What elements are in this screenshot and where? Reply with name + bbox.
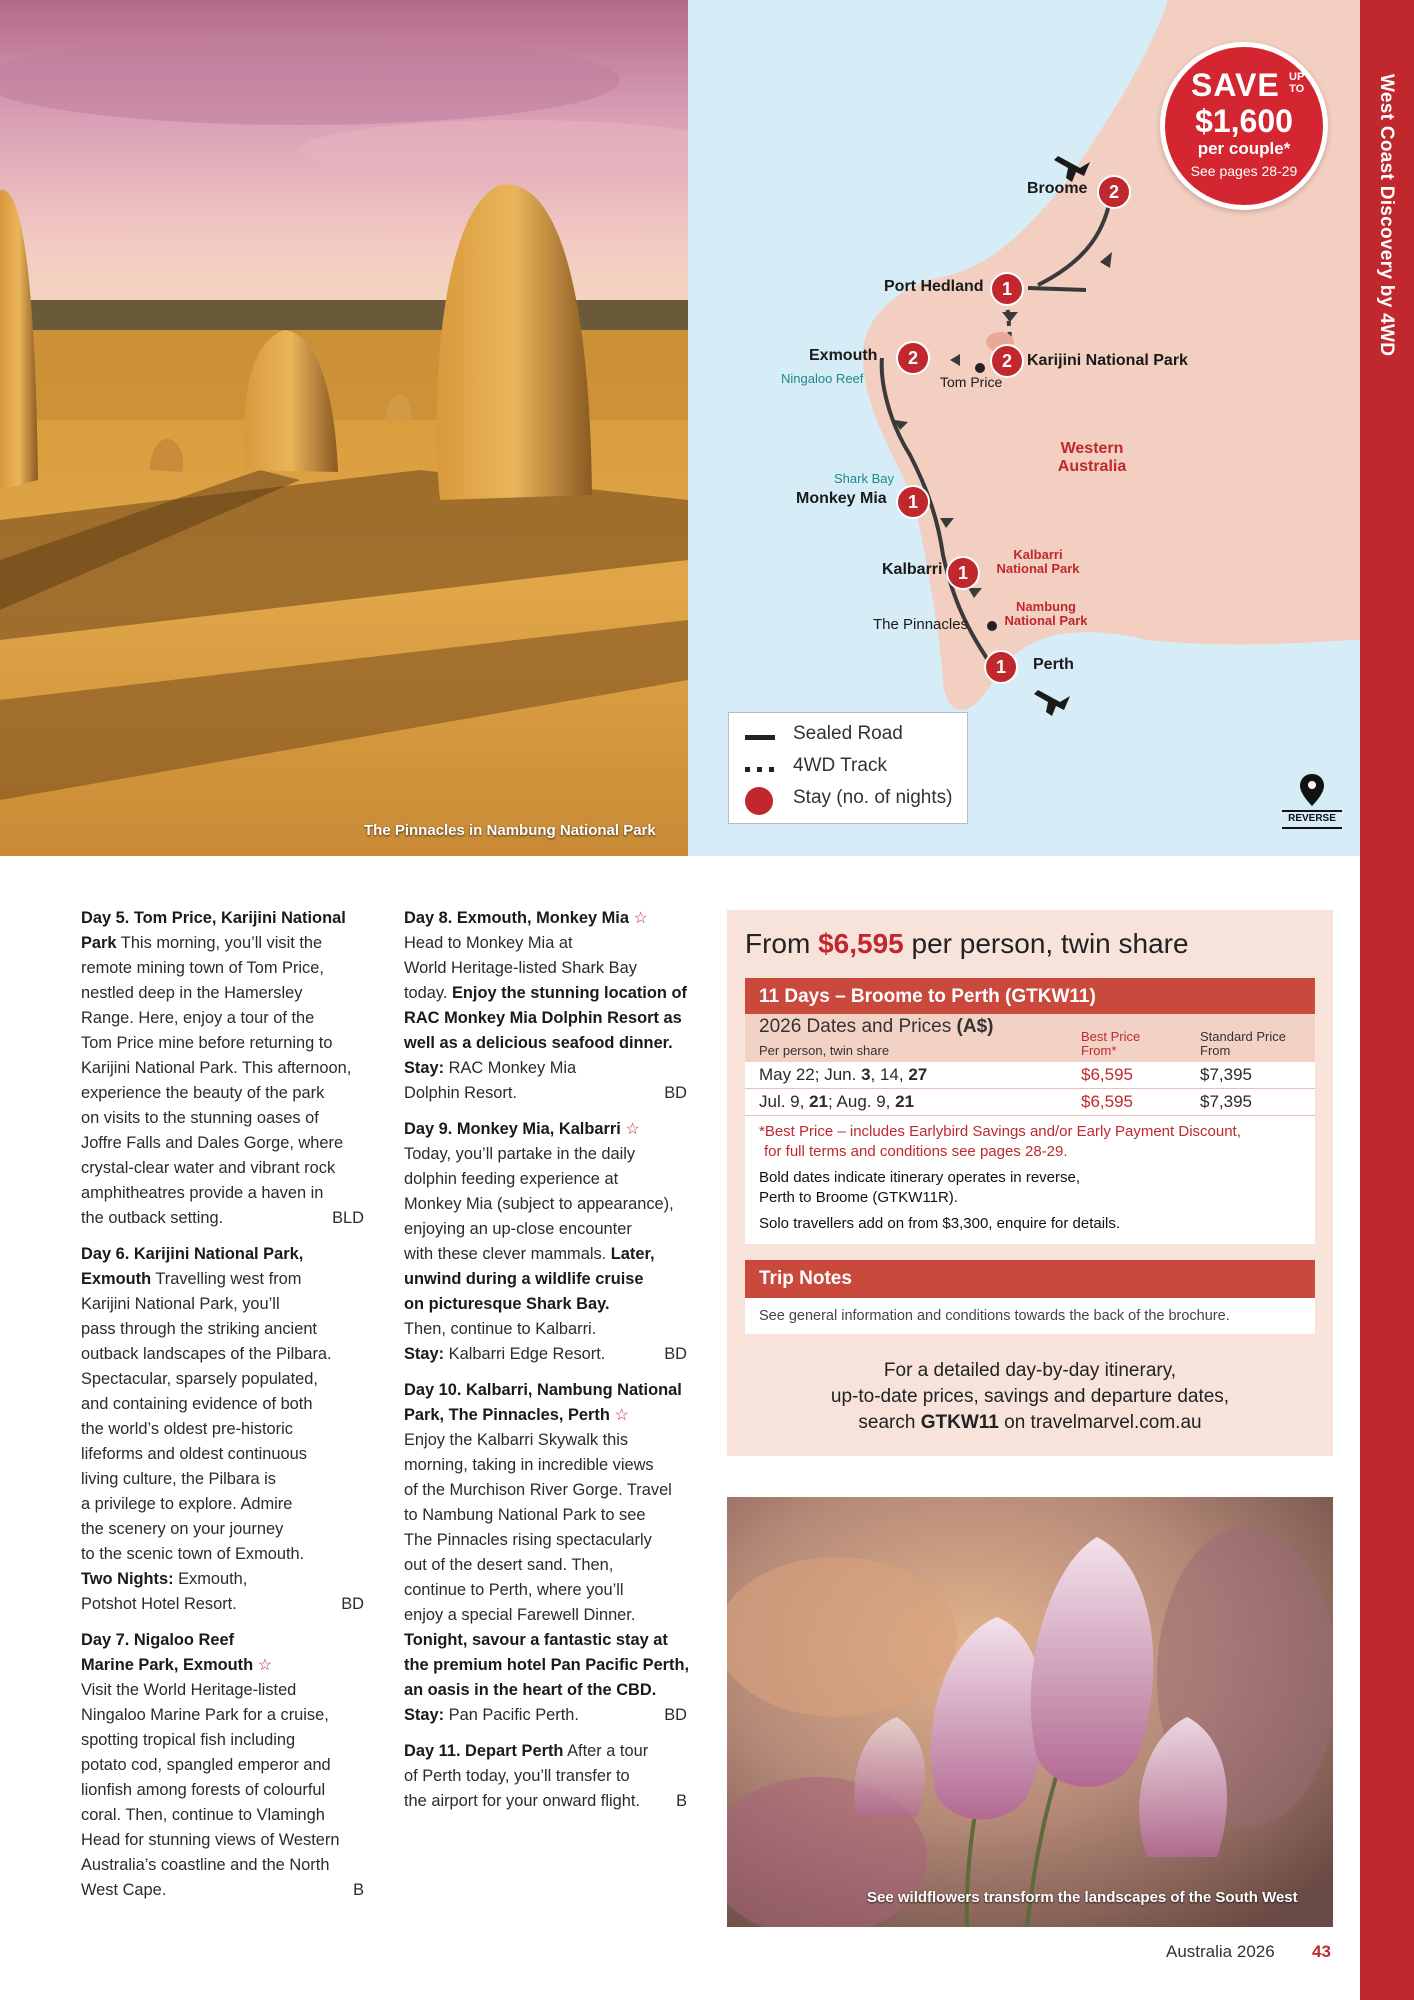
- meal-code: B: [676, 1792, 687, 1810]
- itinerary-column-1: [81, 906, 364, 1914]
- map-label-kalbarri: Kalbarri: [882, 561, 943, 578]
- row-best-price: $6,595: [1081, 1092, 1133, 1111]
- photo-wildflowers: [727, 1497, 1333, 1927]
- legend-sealed: Sealed Road: [793, 723, 903, 744]
- day-9: Day 9. Monkey Mia, Kalbarri ☆ Today, you’ll partake in the daily dolphin feeding experience at Monkey Mia (subject to appearance), enjoying an up-close encounter with these clever mammals. Later, unwind during a wildlife cruise on picturesque Shark Bay. Then, continue to Kalbarri. Stay: Kalbarri Edge Resort. BD: [404, 1117, 687, 1367]
- trip-notes-bar: Trip Notes: [745, 1260, 1315, 1298]
- map-legend: [728, 712, 968, 824]
- from-price: $6,595: [818, 928, 904, 959]
- save-amount: $1,600: [1195, 103, 1293, 139]
- map-label-nambung: Nambung National Park: [1004, 599, 1088, 628]
- table-notes: [745, 1116, 1315, 1244]
- day-5: Day 5. Tom Price, Karijini National Park This morning, you’ll visit the remote mining town of Tom Price, nestled deep in the Hamersley Range. Here, enjoy a tour of the Tom Price mine before returning to Karijini National Park. This afternoon, experience the beauty of the park on visits to the stunning oases of Joffre Falls and Dales Gorge, where crystal-clear water and vibrant rock amphitheatres provide a haven in the outback setting. BLD: [81, 906, 364, 1231]
- legend-track: 4WD Track: [793, 755, 887, 776]
- meal-code: BD: [341, 1595, 364, 1613]
- stay-marker-perth: 1: [984, 650, 1018, 684]
- stay-marker-karijini: 2: [990, 344, 1024, 378]
- meal-code: BD: [664, 1345, 687, 1363]
- wildflowers-illustration: [727, 1497, 1333, 1927]
- row-dates: May 22; Jun. 3, 14, 27: [759, 1065, 928, 1084]
- star-icon: ☆: [257, 1657, 273, 1674]
- trip-notes-text: See general information and conditions towards the back of the brochure.: [745, 1298, 1315, 1334]
- star-icon: ☆: [614, 1407, 629, 1424]
- map-label-tom-price: Tom Price: [940, 374, 1003, 390]
- photo-caption: See wildflowers transform the landscapes of the South West: [867, 1889, 1298, 1906]
- map-label-kalbarri-np: Kalbarri National Park: [996, 547, 1080, 576]
- reverse-icon: [1282, 770, 1342, 836]
- map-label-shark-bay: Shark Bay: [834, 471, 894, 486]
- row-dates: Jul. 9, 21; Aug. 9, 21: [759, 1092, 915, 1111]
- page-number: 43: [1312, 1942, 1331, 1961]
- spine-title: West Coast Discovery by 4WD: [1376, 74, 1397, 357]
- 4wd-track-swatch: [745, 767, 775, 772]
- legend-stay: Stay (no. of nights): [793, 787, 953, 808]
- day-7: Day 7. Nigaloo Reef Marine Park, Exmouth ☆ Visit the World Heritage-listed Ningaloo Marine Park for a cruise, spotting tropical fish including potato cod, spangled emperor and lionfish among forests of colourful coral. Then, continue to Vlamingh Head for stunning views of Western Australia’s coastline and the North West Cape. B: [81, 1628, 364, 1903]
- col-standard-price: Standard Price From: [1200, 1029, 1286, 1058]
- row-standard-price: $7,395: [1200, 1065, 1252, 1084]
- star-icon: ☆: [633, 910, 648, 927]
- stay-marker-port-hedland: 1: [990, 272, 1024, 306]
- row-standard-price: $7,395: [1200, 1092, 1252, 1111]
- save-pages: See pages 28-29: [1190, 163, 1298, 179]
- photo-pinnacles: [0, 0, 688, 856]
- best-price-note: *Best Price – includes Earlybird Savings and/or Early Payment Discount, for full terms and conditions see pages 28-29.: [759, 1123, 1241, 1160]
- pricing-panel: [727, 910, 1333, 1456]
- save-per-couple: per couple*: [1197, 139, 1291, 158]
- trip-code-bar: 11 Days – Broome to Perth (GTKW11): [745, 978, 1315, 1016]
- map-label-broome: Broome: [1027, 180, 1088, 197]
- solo-note: Solo travellers add on from $3,300, enquire for details.: [759, 1215, 1121, 1232]
- map-label-port-hedland: Port Hedland: [884, 278, 984, 295]
- table-header: [745, 1014, 1315, 1062]
- stay-swatch: [745, 787, 773, 815]
- price-headline: From $6,595 per person, twin share: [745, 928, 1189, 959]
- meal-code: BD: [664, 1706, 687, 1724]
- save-word: SAVE: [1191, 67, 1280, 103]
- row-best-price: $6,595: [1081, 1065, 1133, 1084]
- save-up-to: UP TO: [1289, 71, 1305, 95]
- footer-label: Australia 2026: [1166, 1942, 1275, 1961]
- photo-caption: The Pinnacles in Nambung National Park: [364, 822, 656, 839]
- itinerary-column-2: [404, 906, 690, 1825]
- day-6: Day 6. Karijini National Park, Exmouth Travelling west from Karijini National Park, you’ll pass through the striking ancient outback landscapes of the Pilbara. Spectacular, sparsely populated, and containing evidence of both the world’s oldest pre-historic lifeforms and oldest continuous living culture, the Pilbara is a privilege to explore. Admire the scenery on your journey to the scenic town of Exmouth. Two Nights: Exmouth, Potshot Hotel Resort. BD: [81, 1242, 364, 1617]
- save-badge: [1160, 42, 1328, 210]
- day-11: Day 11. Depart Perth After a tour of Perth today, you’ll transfer to the airport for your onward flight. B: [404, 1739, 687, 1814]
- map-region-label: Western Australia: [1057, 440, 1127, 475]
- dates-prices-table: [745, 1014, 1315, 1244]
- table-row: [745, 1089, 1315, 1116]
- itinerary-cta: For a detailed day-by-day itinerary, up-to-date prices, savings and departure dates, search GTKW11 on travelmarvel.com.au: [830, 1360, 1230, 1433]
- meal-code: B: [353, 1881, 364, 1899]
- airport-icon-perth: [1034, 690, 1070, 716]
- stay-marker-monkey-mia: 1: [896, 485, 930, 519]
- map-label-perth: Perth: [1033, 656, 1074, 673]
- day-10: Day 10. Kalbarri, Nambung National Park, The Pinnacles, Perth ☆ Enjoy the Kalbarri Skywalk this morning, taking in incredible views of the Murchison River Gorge. Travel to Nambung National Park to see The Pinnacles rising spectacularly out of the desert sand. Then, continue to Perth, where you’ll enjoy a special Farewell Dinner. Tonight, savour a fantastic stay at the premium hotel Pan Pacific Perth, an oasis in the heart of the CBD. Stay: Pan Pacific Perth. BD: [404, 1378, 687, 1728]
- meal-code: BD: [664, 1084, 687, 1102]
- day-8: Day 8. Exmouth, Monkey Mia ☆ Head to Monkey Mia at World Heritage-listed Shark Bay today. Enjoy the stunning location of RAC Monkey Mia Dolphin Resort as well as a delicious seafood dinner. Stay: RAC Monkey Mia Dolphin Resort. BD: [404, 906, 687, 1106]
- stay-marker-broome: 2: [1097, 175, 1131, 209]
- col-best-price: Best Price From*: [1081, 1029, 1141, 1058]
- star-icon: ☆: [625, 1121, 640, 1138]
- reverse-label: REVERSE: [1288, 813, 1336, 824]
- table-subtitle: Per person, twin share: [759, 1043, 890, 1058]
- map-label-monkey-mia: Monkey Mia: [796, 490, 887, 507]
- map-label-exmouth: Exmouth: [809, 347, 878, 364]
- stay-marker-kalbarri: 1: [946, 556, 980, 590]
- map-label-pinnacles: The Pinnacles: [873, 616, 969, 633]
- stay-marker-exmouth: 2: [896, 341, 930, 375]
- sealed-road-swatch: [745, 735, 775, 740]
- route-map: [688, 0, 1360, 856]
- location-pin-icon: [1282, 770, 1342, 810]
- pinnacles-illustration: [0, 0, 688, 856]
- table-title: 2026 Dates and Prices (A$): [759, 1016, 994, 1037]
- reverse-note: Bold dates indicate itinerary operates in reverse, Perth to Broome (GTKW11R).: [759, 1169, 1081, 1206]
- map-label-karijini: Karijini National Park: [1027, 352, 1188, 369]
- map-label-ningaloo: Ningaloo Reef: [781, 371, 864, 386]
- table-row: [745, 1062, 1315, 1089]
- meal-code: BLD: [332, 1209, 364, 1227]
